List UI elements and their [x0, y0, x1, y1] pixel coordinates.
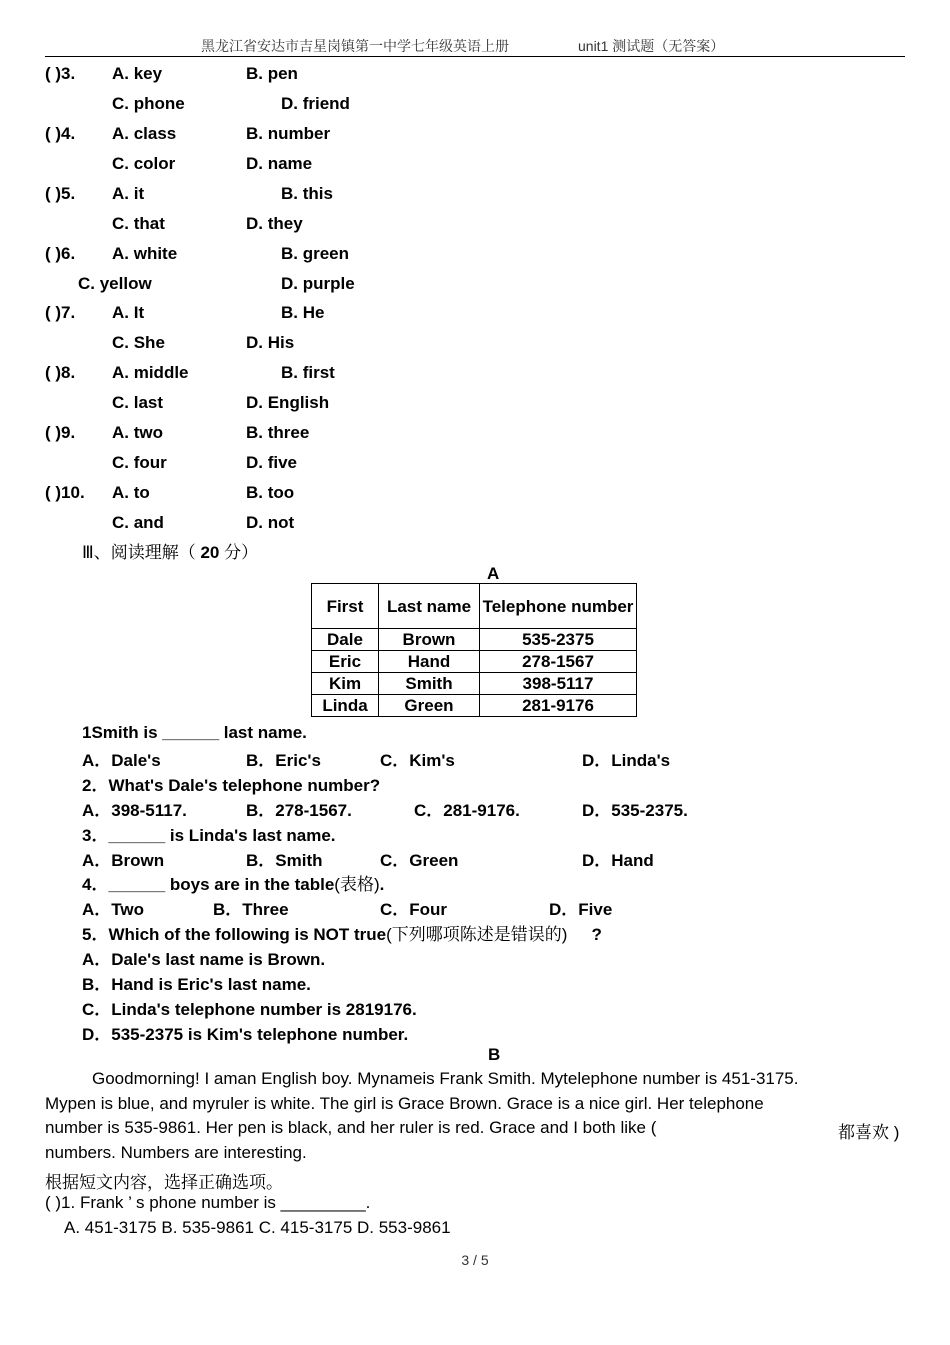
page-number: 3 / 5 [461, 1252, 489, 1268]
question-stem-note: (表格) [334, 875, 380, 894]
option-c: C．Kim's [380, 751, 455, 770]
section-score: 20 [200, 543, 220, 562]
question-number: ( )4. [45, 124, 76, 143]
option-d: D. not [246, 513, 295, 532]
option-a: A. white [112, 244, 178, 263]
passage-b-title: B [488, 1045, 501, 1064]
option-d: D．Linda's [582, 751, 671, 770]
option-b: B．Three [213, 900, 289, 919]
option-a: A. two [112, 423, 163, 442]
table-row [312, 651, 637, 673]
question-number: ( )6. [45, 244, 76, 263]
question-number: ( )5. [45, 184, 76, 203]
passage-b-line-4: numbers. Numbers are interesting. [45, 1143, 307, 1162]
option-b: B. first [281, 363, 335, 382]
option-b: B．Smith [246, 851, 323, 870]
table-cell: Eric [312, 651, 379, 673]
table-cell: 398-5117 [480, 673, 637, 695]
header-rule [45, 56, 905, 57]
option-a: A．Dale's [82, 751, 161, 770]
table-cell: 281-9176 [480, 695, 637, 717]
question-number: ( )3. [45, 64, 76, 83]
passage-b-question-1-options: A. 451-3175 B. 535-9861 C. 415-3175 D. 553-9861 [64, 1218, 451, 1237]
option-b: B．278-1567. [246, 801, 352, 820]
option-a: A．Two [82, 900, 145, 919]
option-b: B. He [281, 303, 325, 322]
section-heading [82, 538, 258, 563]
section-heading-suffix: 分） [219, 543, 259, 562]
passage-a-title: A [487, 564, 500, 583]
table-cell: 535-2375 [480, 629, 637, 651]
reading-question-5 [82, 920, 602, 945]
option-c: C．Four [380, 900, 448, 919]
reading-question-3: 3．______ is Linda's last name. [82, 826, 336, 845]
passage-b-line-3: number is 535-9861. Her pen is black, and her ruler is red. Grace and I both like ( [45, 1118, 657, 1137]
option-c: C. and [112, 513, 164, 532]
question-stem: 4．______ boys are in the table [82, 875, 335, 894]
option-d: D．Hand [582, 851, 654, 870]
table-header-row [312, 584, 637, 629]
option-a: A. class [112, 124, 177, 143]
passage-b-instruction: 根据短文内容，选择正确选项。 [45, 1173, 283, 1192]
option-d: D. friend [281, 94, 350, 113]
option-c: C. She [112, 333, 165, 352]
option-d: D. name [246, 154, 313, 173]
table-cell: 278-1567 [480, 651, 637, 673]
passage-b-line-2: Mypen is blue, and myruler is white. The girl is Grace Brown. Grace is a nice girl. Her telephone [45, 1094, 764, 1113]
option-b: B. pen [246, 64, 298, 83]
table-row [312, 695, 637, 717]
option-a: A．398-5117. [82, 801, 187, 820]
option-b: B．Eric's [246, 751, 321, 770]
option-a: A．Dale's last name is Brown. [82, 950, 326, 969]
option-b: B. green [281, 244, 350, 263]
section-heading-prefix: Ⅲ、阅读理解（ [82, 543, 201, 562]
question-number: ( )9. [45, 423, 76, 442]
option-d: D．535-2375 is Kim's telephone number. [82, 1025, 409, 1044]
table-cell: Linda [312, 695, 379, 717]
question-number: ( )7. [45, 303, 76, 322]
table-cell: Brown [379, 629, 480, 651]
table-row [312, 629, 637, 651]
option-b: B. number [246, 124, 331, 143]
reading-question-4 [82, 870, 384, 895]
table-header-cell: Last name [379, 584, 480, 629]
option-a: A. It [112, 303, 145, 322]
option-b: B．Hand is Eric's last name. [82, 975, 311, 994]
header-title: 黑龙江省安达市吉星岗镇第一中学七年级英语上册 [201, 38, 509, 54]
table-cell: Smith [379, 673, 480, 695]
question-stem-note: (下列哪项陈述是错误的) [386, 925, 568, 944]
option-d: D. English [246, 393, 330, 412]
option-b: B. too [246, 483, 295, 502]
option-a: A. to [112, 483, 150, 502]
option-c: C. four [112, 453, 167, 472]
question-number: ( )10. [45, 483, 85, 502]
question-stem-end: . [379, 875, 385, 894]
option-c: C. phone [112, 94, 185, 113]
reading-question-1: 1Smith is ______ last name. [82, 723, 307, 742]
option-c: C．Green [380, 851, 459, 870]
question-number: ( )8. [45, 363, 76, 382]
question-stem: 5．Which of the following is NOT true [82, 925, 387, 944]
option-c: C. color [112, 154, 176, 173]
option-b: B. this [281, 184, 333, 203]
table-header-cell: Telephone number [480, 584, 637, 629]
option-c: C. yellow [78, 274, 152, 293]
table-header-cell: First [312, 584, 379, 629]
header-subtitle: unit1 测试题（无答案） [578, 38, 725, 54]
option-a: A. it [112, 184, 145, 203]
passage-b-question-1: ( )1. Frank ’ s phone number is _________. [45, 1193, 371, 1212]
reading-question-2: 2．What's Dale's telephone number? [82, 776, 381, 795]
option-a: A. middle [112, 363, 189, 382]
option-c: C. last [112, 393, 164, 412]
table-cell: Hand [379, 651, 480, 673]
question-stem-end: ? [591, 925, 602, 944]
option-c: C．281-9176. [414, 801, 520, 820]
option-d: D．535-2375. [582, 801, 688, 820]
passage-b-line-1: Goodmorning! I aman English boy. Mynameis Frank Smith. Mytelephone number is 451-3175. [92, 1069, 799, 1088]
option-d: D. five [246, 453, 298, 472]
option-a: A. key [112, 64, 163, 83]
passage-b-note: 都喜欢 ) [838, 1123, 900, 1142]
option-c: C．Linda's telephone number is 2819176. [82, 1000, 417, 1019]
table-row [312, 673, 637, 695]
option-c: C. that [112, 214, 165, 233]
telephone-table [311, 583, 637, 717]
option-d: D．Five [549, 900, 613, 919]
option-b: B. three [246, 423, 310, 442]
table-cell: Green [379, 695, 480, 717]
option-d: D. His [246, 333, 295, 352]
option-a: A．Brown [82, 851, 165, 870]
table-cell: Kim [312, 673, 379, 695]
table-cell: Dale [312, 629, 379, 651]
option-d: D. purple [281, 274, 355, 293]
option-d: D. they [246, 214, 303, 233]
